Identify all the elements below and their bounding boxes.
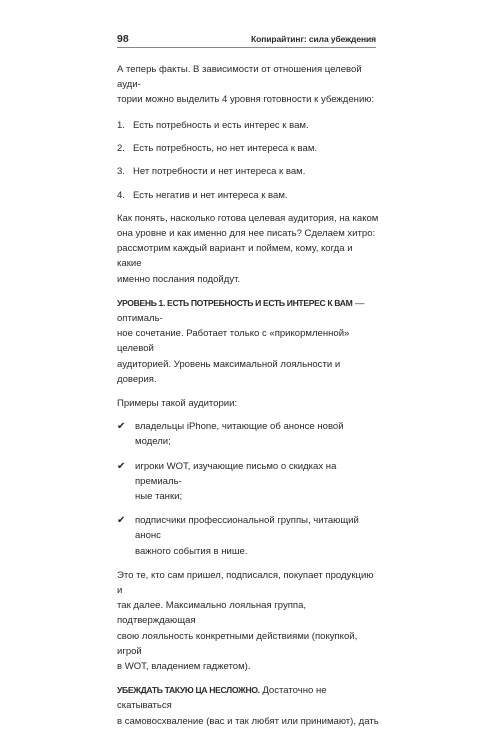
list-text: Есть потребность и есть интерес к вам. <box>133 119 309 131</box>
question-paragraph <box>117 211 379 287</box>
text-line: важного события в нише. <box>135 545 248 557</box>
text-line: в самовосхваление (вас и так любят или принимают), дать <box>117 715 379 727</box>
level1-heading: УРОВЕНЬ 1. ЕСТЬ ПОТРЕБНОСТЬ И ЕСТЬ ИНТЕРЕС К ВАМ <box>117 297 353 308</box>
text-line: Это те, кто сам пришел, подписался, покупает продукцию и <box>117 569 374 597</box>
text-line: Достаточно не скатываться <box>117 685 327 712</box>
readiness-levels-list <box>117 118 379 203</box>
list-text <box>135 459 379 505</box>
text-line: ное сочетание. Работает только с «прикормленной» целевой <box>117 328 350 355</box>
text-line: Как понять, насколько готова целевая аудитория, на каком <box>117 212 379 224</box>
intro-paragraph <box>117 62 379 108</box>
text-line: владельцы iPhone, читающие об анонсе новой модели; <box>135 421 344 448</box>
list-number: 4. <box>117 189 125 201</box>
list-item <box>117 419 379 449</box>
list-text <box>135 513 379 559</box>
text-line: в WOT, владением гаджетом). <box>117 661 251 673</box>
text-line: ные танки; <box>135 491 183 503</box>
easy-heading: УБЕЖДАТЬ ТАКУЮ ЦА НЕСЛОЖНО. <box>117 685 260 696</box>
list-text: Есть потребность, но нет интереса к вам. <box>133 142 318 154</box>
text-line: она уровне и как именно для нее писать? Сделаем хитро: <box>117 228 376 239</box>
list-text: Нет потребности и нет интереса к вам. <box>133 166 306 178</box>
list-item <box>117 459 379 505</box>
text-line: именно послания подойдут. <box>117 273 241 285</box>
list-number: 1. <box>117 119 125 131</box>
text-line: подписчики профессиональной группы, читающий анонс <box>135 515 359 542</box>
list-number: 3. <box>117 166 125 178</box>
list-item <box>117 164 379 179</box>
list-number: 2. <box>117 142 125 154</box>
check-icon: ✔ <box>117 460 126 472</box>
list-item <box>117 513 379 559</box>
text-line: аудиторией. Уровень максимальной лояльности и доверия. <box>117 358 341 385</box>
page-body <box>117 62 379 729</box>
summary-paragraph <box>117 568 379 674</box>
running-title: Копирайтинг: сила убеждения <box>251 34 376 44</box>
page-number: 98 <box>117 33 129 45</box>
text-line: так далее. Максимально лояльная группа, подтверждающая <box>117 600 307 627</box>
text-line: рассмотрим каждый вариант и поймем, кому, когда и какие <box>117 243 353 270</box>
text-line: свою лояльность конкретными действиями (покупкой, игрой <box>117 630 358 657</box>
check-icon: ✔ <box>117 421 126 433</box>
text-line: А теперь факты. В зависимости от отношения целевой ауди- <box>117 64 362 91</box>
level1-paragraph <box>117 296 379 387</box>
list-text: Есть негатив и нет интереса к вам. <box>133 189 288 201</box>
text-line: — оптималь- <box>117 297 365 325</box>
list-item <box>117 141 379 156</box>
examples-label: Примеры такой аудитории: <box>117 398 238 410</box>
list-item <box>117 118 379 133</box>
list-item <box>117 188 379 203</box>
page-header <box>117 31 376 48</box>
easy-paragraph <box>117 683 379 729</box>
text-line: игроки WOT, изучающие письмо о скидках на премиаль- <box>135 460 337 487</box>
check-icon: ✔ <box>117 515 126 527</box>
list-text <box>135 419 379 449</box>
examples-list <box>117 419 379 559</box>
text-line: тории можно выделить 4 уровня готовности к убеждению: <box>117 94 375 106</box>
